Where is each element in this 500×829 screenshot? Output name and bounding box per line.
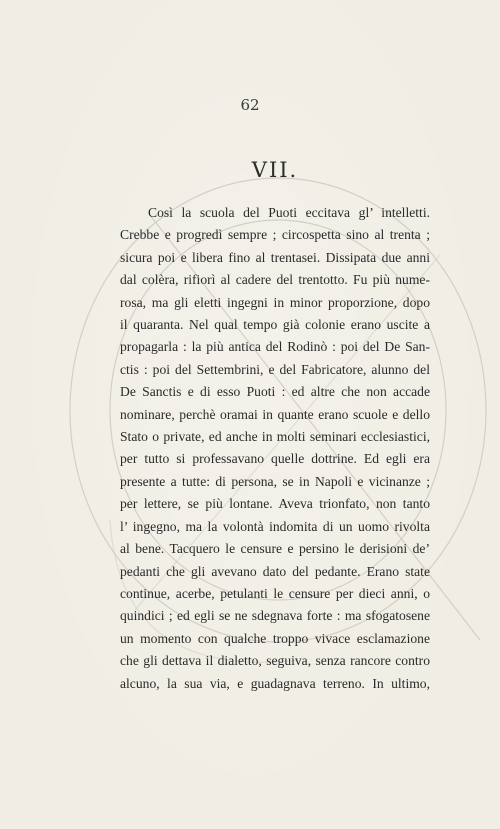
text-line: un momento con qualche troppo vivace esclamazione bbox=[120, 630, 430, 646]
text-line: dal colèra, rifiorì al cadere del trentotto. Fu più nume- bbox=[120, 272, 430, 288]
text-line: per lettere, se più lontane. Aveva trionfato, non tanto bbox=[120, 496, 430, 512]
text-line: che gli dettava il dialetto, seguiva, senza rancore contro bbox=[120, 653, 430, 669]
text-line: pedanti che gli avevano dato del pedante. Erano state bbox=[120, 563, 430, 579]
text-line: alcuno, la sua via, e guadagnava terreno. In ultimo, bbox=[120, 675, 430, 691]
text-line: De Sanctis e di esso Puoti : ed altre che non accade bbox=[120, 384, 430, 400]
chapter-title: VII. bbox=[251, 158, 299, 182]
text-line: sicura poi e libera fino al trentasei. Dissipata due anni bbox=[120, 249, 430, 265]
text-line: Così la scuola del Puoti eccitava gl’ intelletti. bbox=[148, 205, 430, 220]
text-line: Crebbe e progredì sempre ; circospetta sino al trenta ; bbox=[120, 227, 430, 243]
text-line: presente a tutte: di persona, se in Napoli e vicinanze ; bbox=[120, 473, 430, 489]
text-line: il quaranta. Nel qual tempo già colonie erano uscite a bbox=[120, 317, 430, 333]
text-line: al bene. Tacquero le censure e persino le derisioni de’ bbox=[120, 541, 430, 557]
text-line: Stato o private, ed anche in molti seminari ecclesiastici, bbox=[120, 429, 430, 445]
text-line: ctis : poi del Settembrini, e del Fabricatore, alunno del bbox=[120, 361, 430, 377]
text-line: l’ ingegno, ma la volontà indomita di un uomo rivolta bbox=[120, 518, 430, 534]
text-line: per tutto si professavano quelle dottrine. Ed egli era bbox=[120, 451, 430, 467]
text-line: nominare, perchè oramai in quante erano scuole e dello bbox=[120, 406, 430, 422]
page-number: 62 bbox=[240, 96, 260, 114]
text-line: propagarla : la più antica del Rodinò : poi del De San- bbox=[120, 339, 430, 355]
text-line: quindici ; ed egli se ne sdegnava forte : ma sfogatosene bbox=[120, 608, 430, 624]
text-line: continue, acerbe, petulanti le censure per dieci anni, o bbox=[120, 585, 430, 601]
text-line: rosa, ma gli eletti ingegni in minor proporzione, dopo bbox=[120, 294, 430, 310]
body-text bbox=[120, 202, 430, 695]
